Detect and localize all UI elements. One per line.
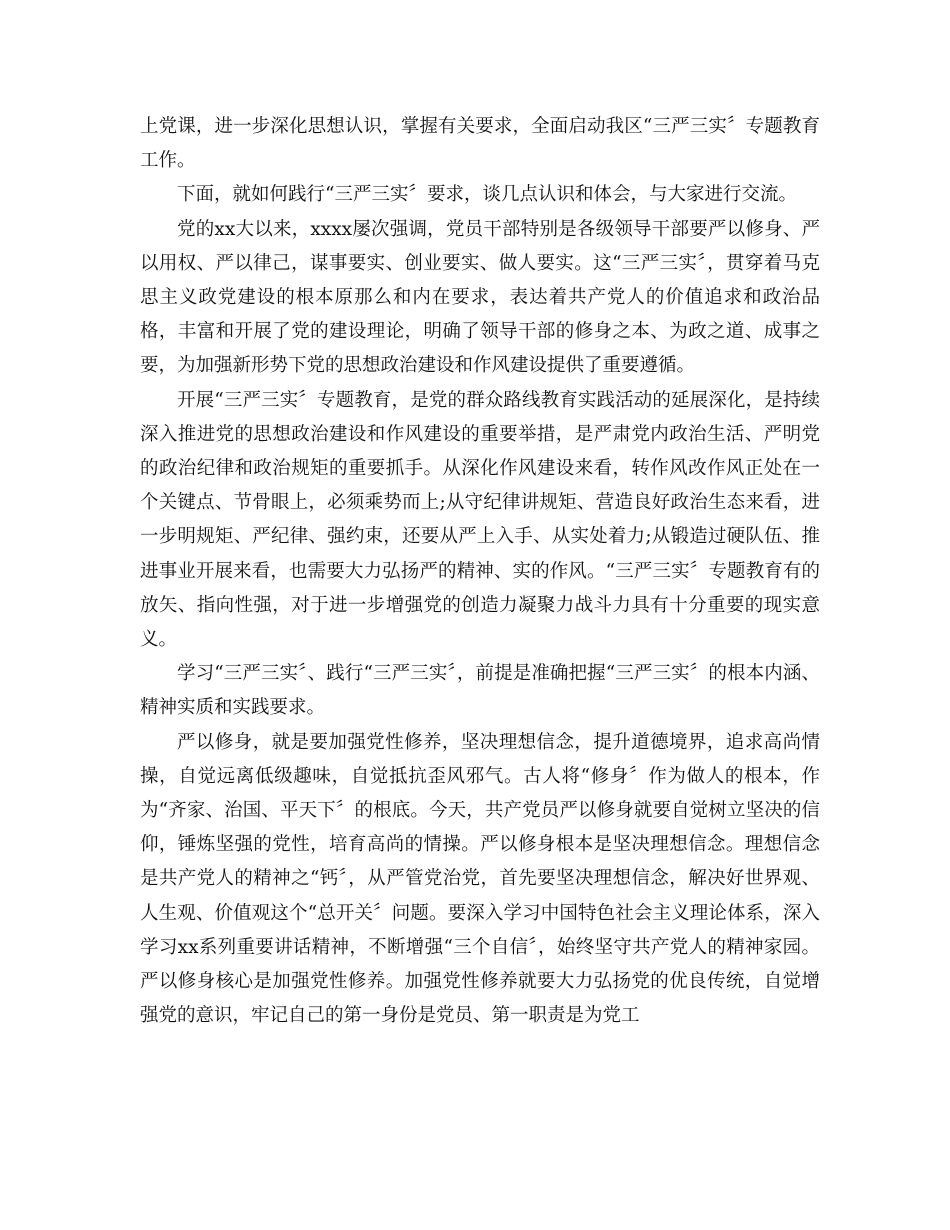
paragraph-6: 严以修身，就是要加强党性修养，坚决理想信念，提升道德境界，追求高尚情操，自觉远离低级趣味，自觉抵抗歪风邪气。古人将“修身〞作为做人的根本，作为“齐家、治国、平天下〞的根底。今天，共产党员严以修身就要自觉树立坚决的信仰，锤炼坚强的党性，培育高尚的情操。严以修身根本是坚决理想信念。理想信念是共产党人的精神之“钙〞，从严管党治党，首先要坚决理想信念，解决好世界观、人生观、价值观这个“总开关〞问题。要深入学习中国特色社会主义理论体系，深入学习xx系列重要讲话精神，不断增强“三个自信〞，始终坚守共产党人的精神家园。严以修身核心是加强党性修养。加强党性修养就要大力弘扬党的优良传统，自觉增强党的意识，牢记自己的第一身份是党员、第一职责是为党工 (140, 731, 820, 1027)
paragraph-2: 下面，就如何践行“三严三实〞要求，谈几点认识和体会，与大家进行交流。 (177, 184, 797, 206)
paragraph-4: 开展“三严三实〞专题教育，是党的群众路线教育实践活动的延展深化，是持续深入推进党的思想政治建设和作风建设的重要举措，是严肃党内政治生活、严明党的政治纪律和政治规矩的重要抓手。从深化作风建设来看，转作风改作风正处在一个关键点、节骨眼上，必须乘势而上;从守纪律讲规矩、营造良好政治生态来看，进一步明规矩、严纪律、强约束，还要从严上入手、从实处着力;从锻造过硬队伍、推进事业开展来看，也需要大力弘扬严的精神、实的作风。“三严三实〞专题教育有的放矢、指向性强，对于进一步增强党的创造力凝聚力战斗力具有十分重要的现实意义。 (140, 389, 820, 651)
paragraph-5: 学习“三严三实〞、践行“三严三实〞，前提是准确把握“三严三实〞的根本内涵、精神实质和实践要求。 (140, 663, 820, 719)
paragraph-3: 党的xx大以来，xxxx屡次强调，党员干部特别是各级领导干部要严以修身、严以用权、严以律己，谋事要实、创业要实、做人要实。这“三严三实〞，贯穿着马克思主义政党建设的根本原那么和内在要求，表达着共产党人的价值追求和政治品格，丰富和开展了党的建设理论，明确了领导干部的修身之本、为政之道、成事之要，为加强新形势下党的思想政治建设和作风建设提供了重要遵循。 (140, 218, 820, 377)
paragraph-1: 上党课，进一步深化思想认识，掌握有关要求，全面启动我区“三严三实〞专题教育工作。 (140, 116, 820, 172)
document-body (140, 110, 820, 1033)
